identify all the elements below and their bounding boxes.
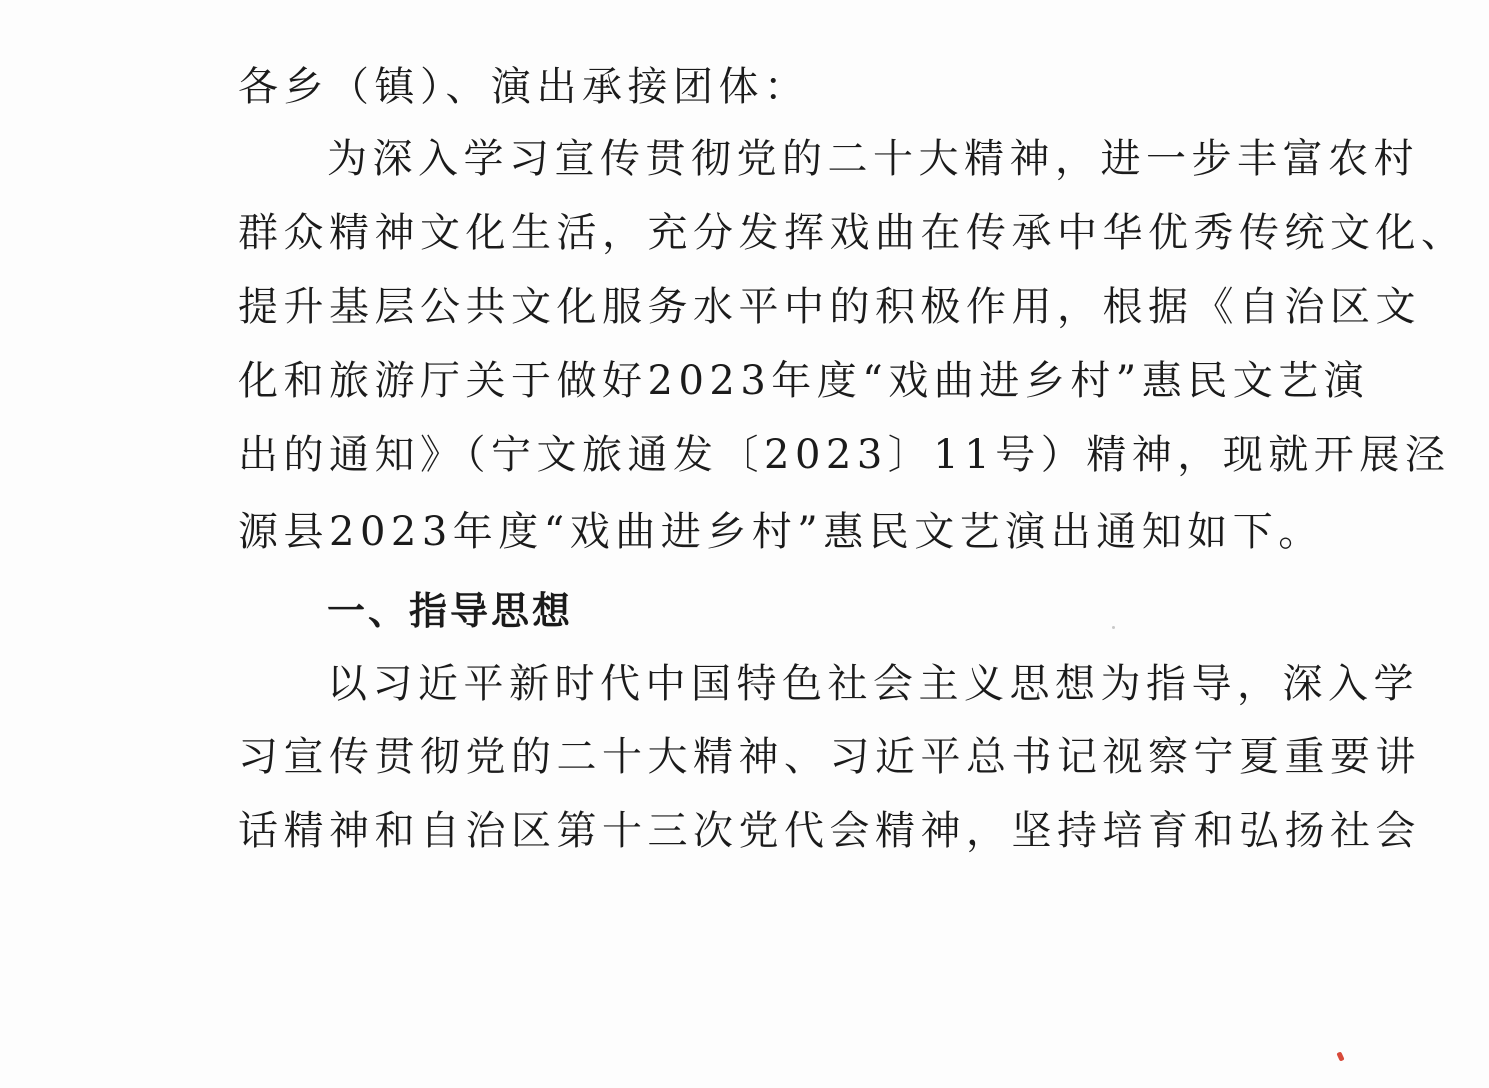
salutation: 各乡（镇）、演出承接团体： [238,64,810,110]
paragraph-1-line-6: 源县2023年度“戏曲进乡村”惠民文艺演出通知如下。 [238,509,1324,555]
paragraph-1-line-2: 群众精神文化生活，充分发挥戏曲在传承中华优秀传统文化、 [238,210,1467,256]
paragraph-1-line-3: 提升基层公共文化服务水平中的积极作用，根据《自治区文 [238,284,1421,330]
red-stamp-speck [1336,1051,1344,1061]
paragraph-2-line-1: 以习近平新时代中国特色社会主义思想为指导，深入学 [327,661,1419,707]
paragraph-2-line-2: 习宣传贯彻党的二十大精神、习近平总书记视察宁夏重要讲 [238,734,1421,780]
scan-dust [1112,626,1115,629]
paragraph-2-line-3: 话精神和自治区第十三次党代会精神，坚持培育和弘扬社会 [238,808,1421,854]
paragraph-1-line-1: 为深入学习宣传贯彻党的二十大精神，进一步丰富农村 [327,136,1419,182]
paragraph-1-line-5: 出的通知》（宁文旅通发〔2023〕11号）精神，现就开展泾 [238,432,1451,478]
paragraph-1-line-4: 化和旅游厅关于做好2023年度“戏曲进乡村”惠民文艺演 [238,358,1370,404]
section-heading-guiding-ideology: 一、指导思想 [327,589,574,633]
